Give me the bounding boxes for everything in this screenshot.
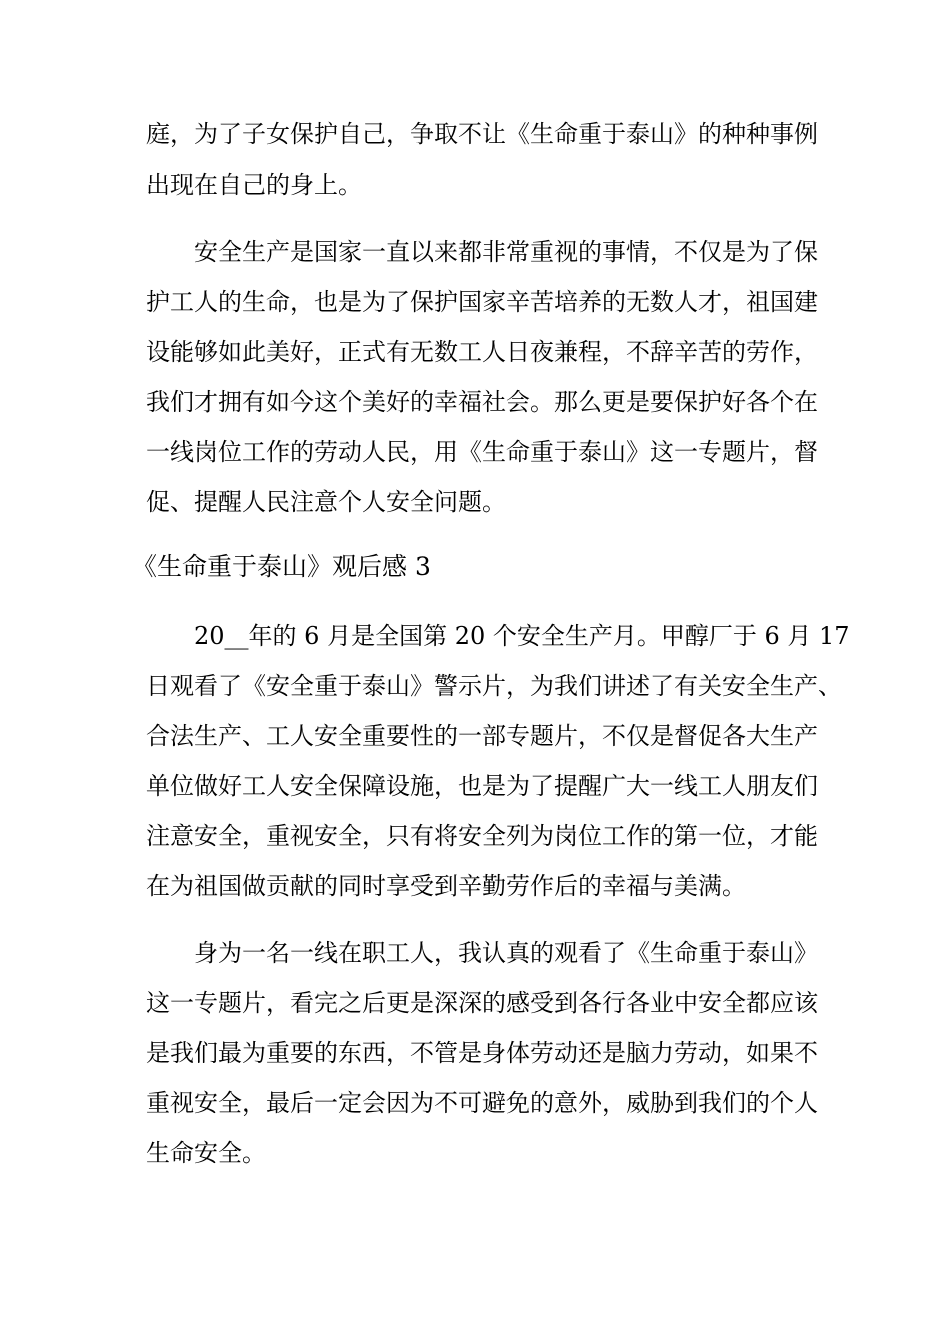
paragraph-3-line-4: 单位做好工人安全保障设施，也是为了提醒广大一线工人朋友们	[146, 772, 818, 800]
paragraph-3-line-1: 20__年的 6 月是全国第 20 个安全生产月。甲醇厂于 6 月 17	[194, 622, 850, 650]
paragraph-2-line-1: 安全生产是国家一直以来都非常重视的事情，不仅是为了保	[194, 238, 818, 266]
paragraph-4-line-4: 重视安全，最后一定会因为不可避免的意外，威胁到我们的个人	[146, 1089, 818, 1117]
paragraph-4-line-2: 这一专题片，看完之后更是深深的感受到各行各业中安全都应该	[146, 989, 818, 1017]
paragraph-2-line-2: 护工人的生命，也是为了保护国家辛苦培养的无数人才，祖国建	[146, 288, 818, 316]
paragraph-2-line-6: 促、提醒人民注意个人安全问题。	[146, 488, 506, 516]
paragraph-4-line-5: 生命安全。	[146, 1139, 266, 1167]
paragraph-2-line-3: 设能够如此美好，正式有无数工人日夜兼程，不辞辛苦的劳作，	[146, 338, 818, 366]
paragraph-2-line-4: 我们才拥有如今这个美好的幸福社会。那么更是要保护好各个在	[146, 388, 818, 416]
paragraph-4-line-3: 是我们最为重要的东西，不管是身体劳动还是脑力劳动，如果不	[146, 1039, 818, 1067]
paragraph-3-line-5: 注意安全，重视安全，只有将安全列为岗位工作的第一位，才能	[146, 822, 818, 850]
paragraph-2-line-5: 一线岗位工作的劳动人民，用《生命重于泰山》这一专题片，督	[146, 438, 818, 466]
section-heading-3: 《生命重于泰山》观后感 3	[132, 552, 431, 581]
paragraph-3-line-2: 日观看了《安全重于泰山》警示片，为我们讲述了有关安全生产、	[146, 672, 842, 700]
paragraph-4-line-1: 身为一名一线在职工人，我认真的观看了《生命重于泰山》	[194, 939, 818, 967]
paragraph-1-line-1: 庭，为了子女保护自己，争取不让《生命重于泰山》的种种事例	[146, 120, 818, 148]
paragraph-3-line-6: 在为祖国做贡献的同时享受到辛勤劳作后的幸福与美满。	[146, 872, 746, 900]
paragraph-3-line-3: 合法生产、工人安全重要性的一部专题片，不仅是督促各大生产	[146, 722, 818, 750]
paragraph-1-line-2: 出现在自己的身上。	[146, 171, 362, 199]
